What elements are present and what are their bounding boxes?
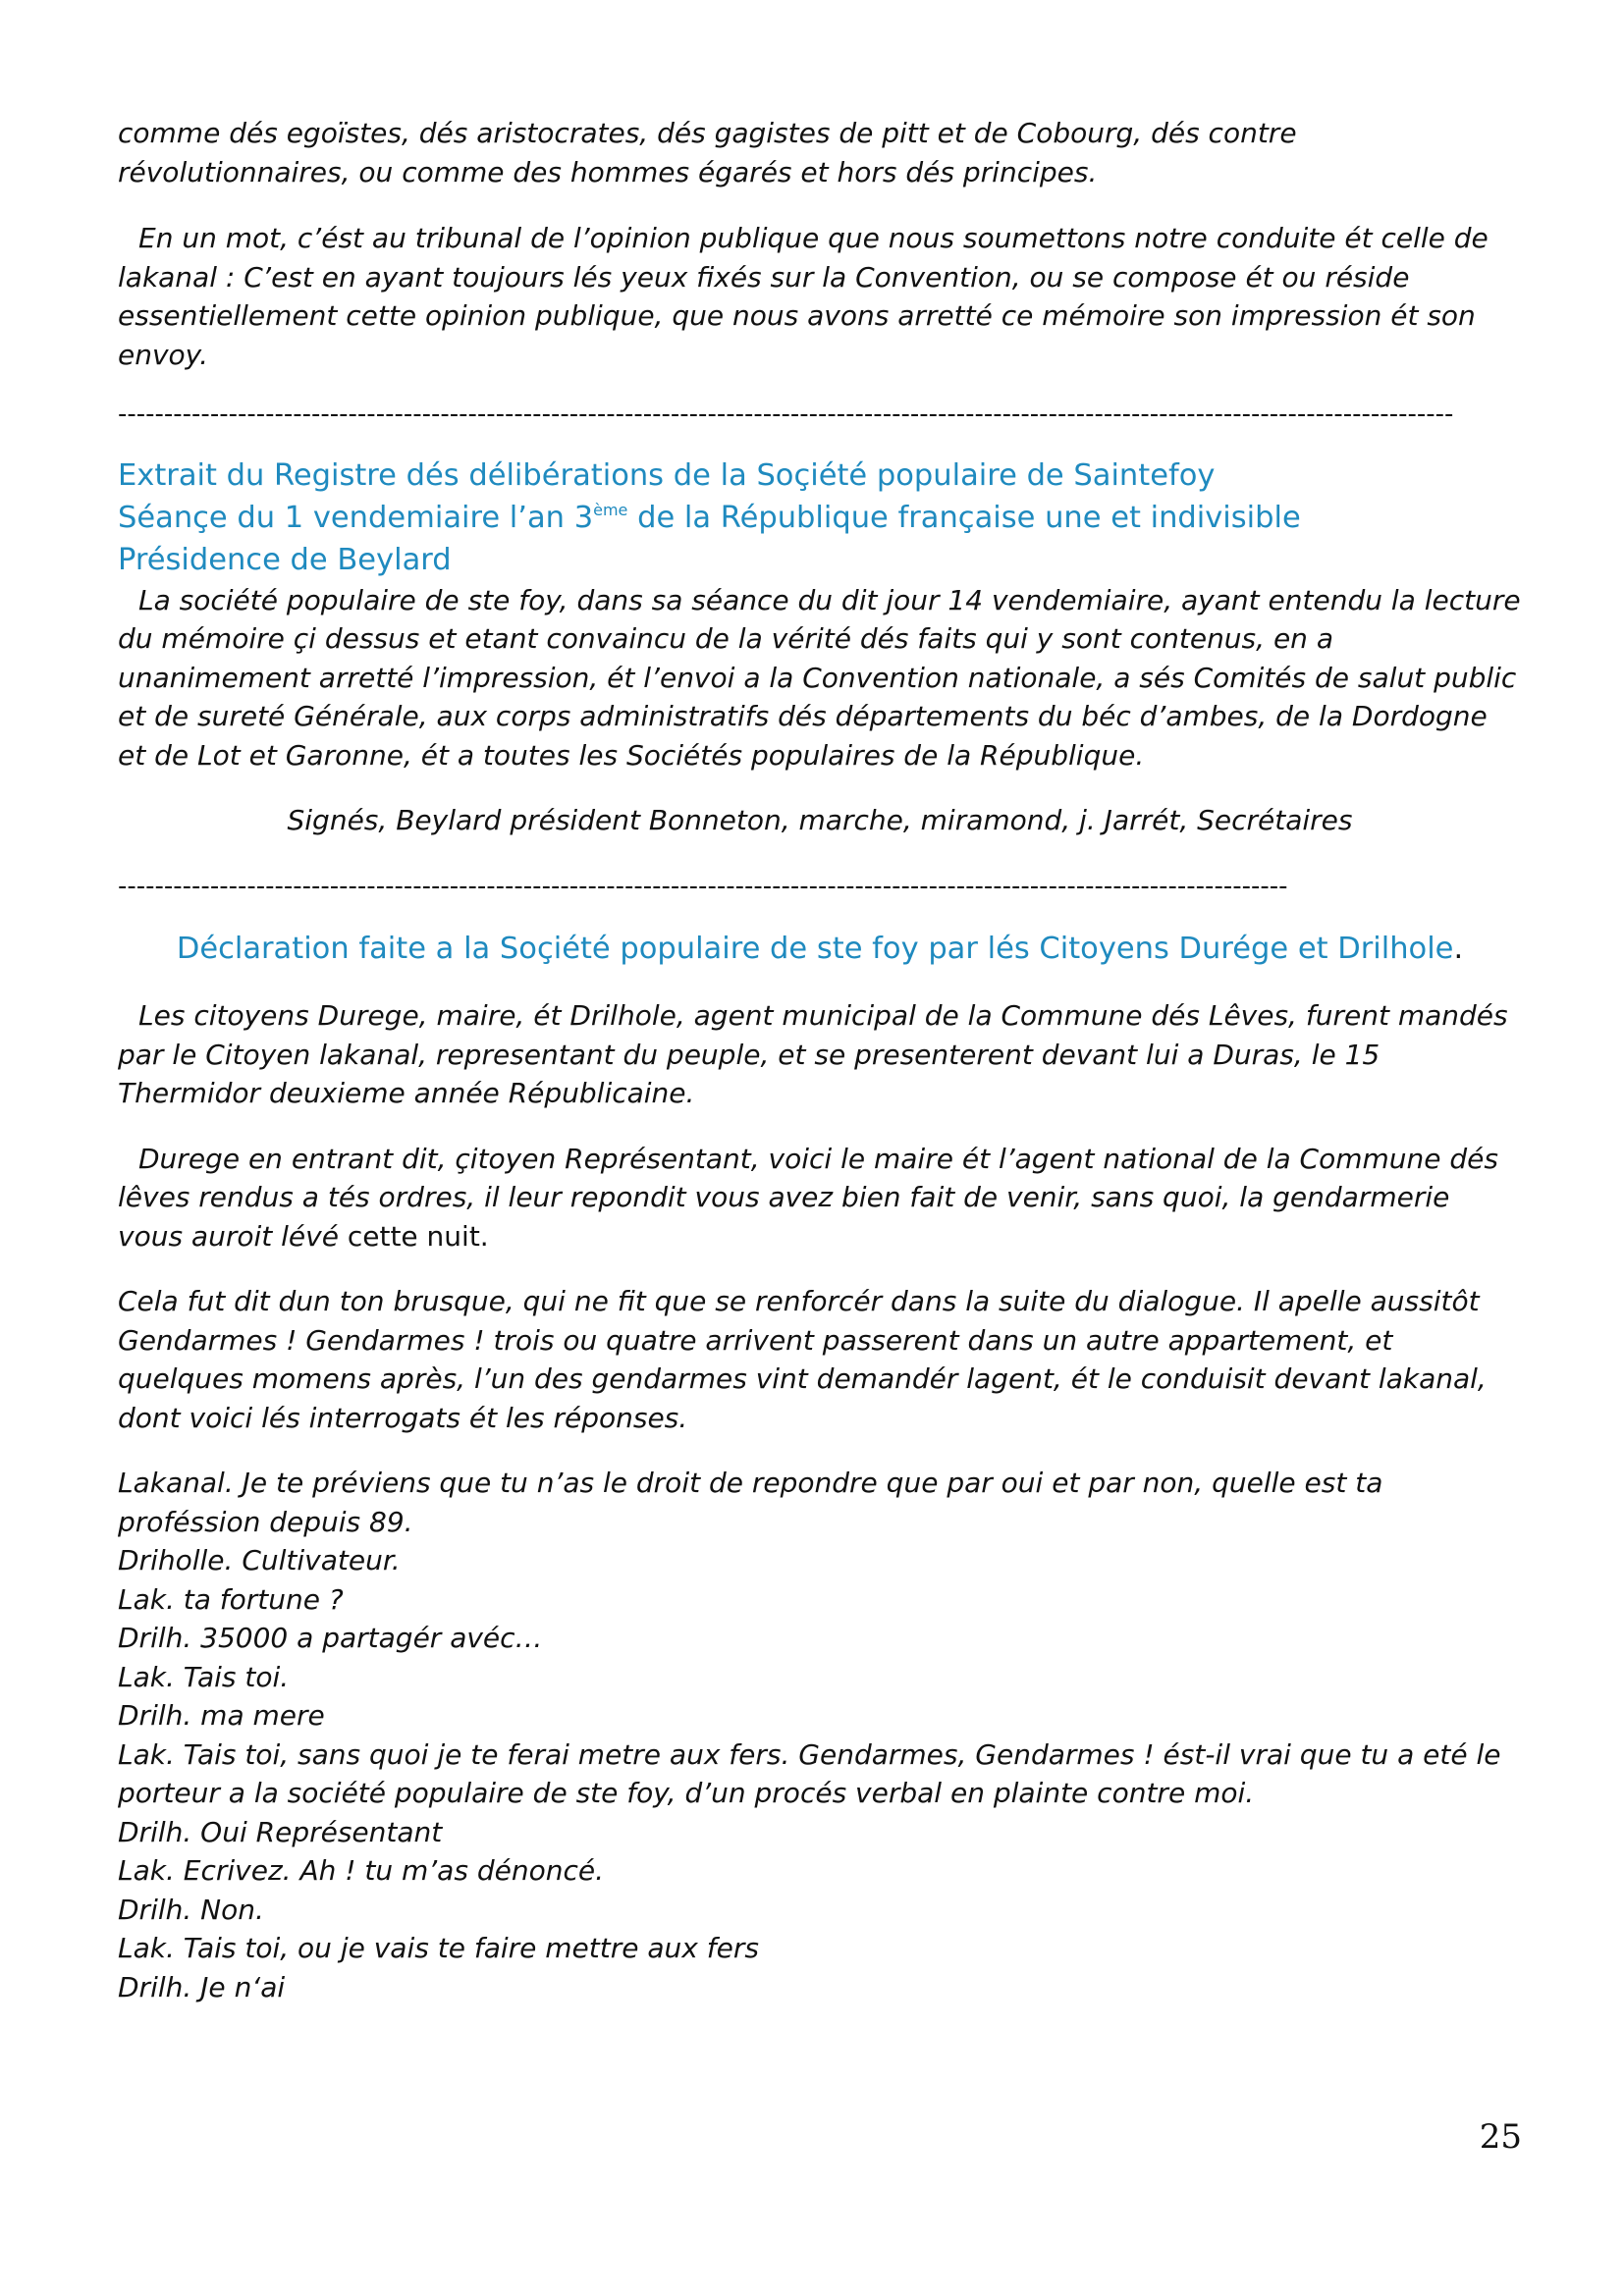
declaration-paragraph-3: Cela fut dit dun ton brusque, qui ne fit que se renforcér dans la suite du dialogue. Il apelle aussitôt Gendarmes ! Gendarmes ! trois ou quatre arrivent passerent dans un autre appartement, et quelques momens après, l’un des gendarmes vint demandér lagent, ét le conduisit devant lakanal, dont voici lés interrogats ét les réponses.	[118, 1285, 1487, 1434]
declaration-title-period: .	[1453, 932, 1464, 966]
extract-title-superscript: ème	[593, 500, 628, 519]
dialogue-line: Driholle. Cultivateur.	[118, 1544, 401, 1576]
extract-title-line-3: Présidence de Beylard	[118, 542, 452, 577]
dialogue-line: Drilh. Je n‘ai	[118, 1970, 286, 2003]
dialogue-line: Drilh. Oui Représentant	[118, 1815, 443, 1848]
dialogue-line: Lak. Tais toi, ou je vais te faire mettre aux fers	[118, 1932, 759, 1964]
paragraph-opening: comme dés egoïstes, dés aristocrates, dés gagistes de pitt et de Cobourg, dés contre révolutionnaires, ou comme des hommes égarés et hors dés principes.	[118, 117, 1297, 188]
extract-title-line-2	[118, 497, 1522, 539]
declaration-paragraph-2	[118, 1140, 1522, 1256]
dialogue-line: Drilh. 35000 a partagér avéc…	[118, 1622, 543, 1654]
extract-title-line-2-post: de la République française une et indivisible	[627, 500, 1301, 535]
dialogue-line: Lak. Tais toi, sans quoi je te ferai metre aux fers. Gendarmes, Gendarmes ! ést-il vrai que tu a eté le porteur a la société populaire de ste foy, d’un procés verbal en plainte contre moi.	[118, 1737, 1501, 1809]
separator-rule-1: -------------------------------------------------------------------------------------------------------------------------------------------------	[118, 400, 1454, 429]
declaration-paragraph-2-italic: Durege en entrant dit, çitoyen Représentant, voici le maire ét l’agent national de la Commune dés lêves rendus a tés ordres, il leur repondit vous avez bien fait de venir, sans quoi, la gendarmerie vous auroit lévé	[118, 1142, 1498, 1253]
extract-body: La société populaire de ste foy, dans sa séance du dit jour 14 vendemiaire, ayant entendu la lecture du mémoire çi dessus et etant convaincu de la vérité dés faits qui y sont contenus, en a unanimement arretté l’impression, ét l’envoi a la Convention nationale, a sés Comités de salut public et de sureté Générale, aux corps administratifs dés départements du béc d’ambes, de la Dordogne et de Lot et Garonne, ét a toutes les Sociétés populaires de la République.	[118, 583, 1521, 772]
dialogue-line: Drilh. Non.	[118, 1893, 264, 1926]
paragraph-tribunal: En un mot, c’ést au tribunal de l’opinion publique que nous soumettons notre conduite ét celle de lakanal : C’est en ayant toujours lés yeux fixés sur la Convention, ou se compose ét ou réside essentiellement cette opinion publique, que nous avons arretté ce mémoire son impression ét son envoy.	[118, 222, 1489, 371]
dialogue-line: Lak. Ecrivez. Ah ! tu m’as dénoncé.	[118, 1854, 604, 1887]
dialogue-line: Drilh. ma mere	[118, 1699, 325, 1732]
document-page	[118, 114, 1522, 2006]
dialogue-line: Lakanal. Je te préviens que tu n’as le droit de repondre que par oui et par non, quelle est ta proféssion depuis 89.	[118, 1467, 1383, 1538]
declaration-paragraph-1: Les citoyens Durege, maire, ét Drilhole, agent municipal de la Commune dés Lêves, furent mandés par le Citoyen lakanal, representant du peuple, et se presenterent devant lui a Duras, le 15 Thermidor deuxieme année Républicaine.	[118, 999, 1508, 1109]
signatures-line: Signés, Beylard président Bonneton, marche, miramond, j. Jarrét, Secrétaires	[287, 804, 1353, 836]
dialogue-line: Lak. ta fortune ?	[118, 1582, 344, 1616]
dialogue-block	[118, 1464, 1522, 2006]
declaration-title: Déclaration faite a la Soçiété populaire de ste foy par lés Citoyens Durége et Drilhole	[176, 932, 1454, 966]
extract-heading	[118, 454, 1522, 581]
extract-title-line-2-pre: Séançe du 1 vendemiaire l’an 3	[118, 500, 594, 535]
extract-title-line-1: Extrait du Registre dés délibérations de la Soçiété populaire de Saintefoy	[118, 457, 1216, 493]
dialogue-line: Lak. Tais toi.	[118, 1660, 290, 1693]
declaration-heading	[118, 928, 1522, 970]
page-number: 25	[1479, 2117, 1522, 2157]
declaration-paragraph-2-upright: cette nuit.	[338, 1219, 489, 1253]
separator-rule-2: -------------------------------------------------------------------------------------------------------------------------------	[118, 871, 1288, 901]
